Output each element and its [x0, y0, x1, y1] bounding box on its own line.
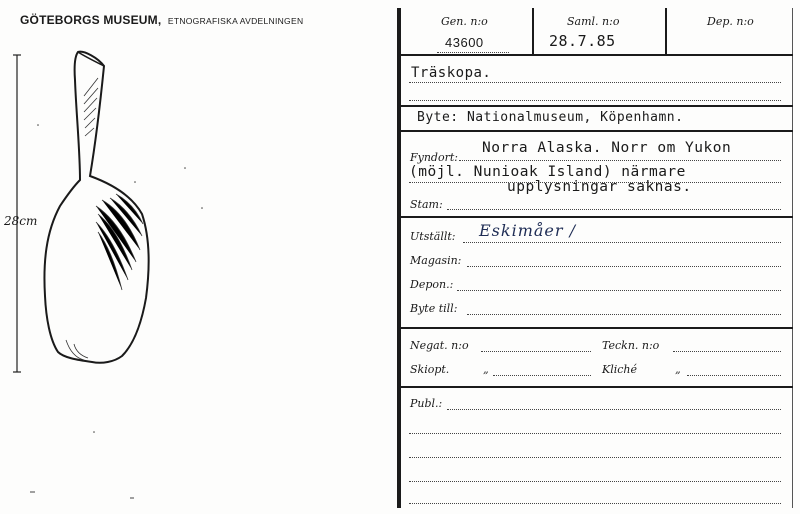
fyndort-label: Fyndort: [410, 151, 458, 164]
skiopt-rule [493, 375, 591, 376]
depon-rule [457, 290, 781, 291]
utstallt-value: Eskimåer / [479, 221, 577, 240]
negat-label: Negat. n:o [410, 339, 469, 352]
museum-header [20, 11, 303, 29]
fyndort-rule-1 [459, 160, 781, 161]
object-name: Träskopa. [411, 65, 492, 81]
form-right-border [792, 8, 793, 508]
gen-number-line [437, 52, 509, 53]
publ-rule-2 [409, 433, 781, 434]
gen-number-label: Gen. n:o [441, 15, 488, 28]
stam-label: Stam: [410, 198, 443, 211]
rule-top [399, 54, 793, 56]
kliche-label: Kliché [602, 363, 638, 376]
publ-rule-3 [409, 457, 781, 458]
saml-number-value: 28.7.85 [549, 32, 616, 50]
fyndort-line-1: Norra Alaska. Norr om Yukon [482, 140, 732, 156]
skiopt-ditto: „ [483, 363, 489, 376]
byte-till-rule [467, 314, 781, 315]
rule-fyndort [399, 216, 793, 218]
rule-storage [399, 327, 793, 329]
kliche-rule [687, 375, 781, 376]
department-name: ETNOGRAFISKA AVDELNINGEN [167, 16, 304, 26]
publ-rule-4 [409, 481, 781, 482]
teckn-rule [673, 351, 781, 352]
catalog-form [397, 8, 793, 508]
rule-object [399, 105, 793, 107]
object-name-line-2 [409, 100, 781, 101]
utstallt-rule [463, 242, 781, 243]
divider-gen-saml [532, 8, 534, 54]
fyndort-line-3: upplysningar saknas. [507, 179, 692, 195]
rule-byte [399, 130, 793, 132]
utstallt-label: Utställt: [410, 230, 456, 243]
magasin-label: Magasin: [410, 254, 462, 267]
scoop-tip [78, 52, 104, 66]
skiopt-label: Skiopt. [410, 363, 450, 376]
object-name-line [409, 82, 781, 83]
gen-number-value: 43600 [445, 35, 484, 50]
fyndort-line-2: (möjl. Nunioak Island) närmare [409, 164, 686, 180]
museum-name: GÖTEBORGS MUSEUM, [20, 13, 162, 27]
magasin-rule [467, 266, 781, 267]
negat-rule [481, 351, 591, 352]
teckn-label: Teckn. n:o [602, 339, 660, 352]
saml-number-label: Saml. n:o [567, 15, 620, 28]
size-note: 28cm [4, 214, 38, 228]
handle-hatching [84, 78, 98, 136]
divider-saml-dep [665, 8, 667, 54]
byte-till-label: Byte till: [410, 302, 458, 315]
form-left-border [397, 8, 401, 508]
publ-label: Publ.: [410, 397, 443, 410]
stam-rule [447, 209, 781, 210]
byte-source: Byte: Nationalmuseum, Köpenhamn. [417, 110, 684, 125]
bowl-hatching [96, 194, 143, 290]
publ-rule-1 [447, 409, 781, 410]
depon-label: Depon.: [410, 278, 454, 291]
rule-images [399, 386, 793, 388]
scoop-drawing [0, 40, 300, 500]
publ-rule-5 [409, 503, 781, 504]
kliche-ditto: „ [675, 363, 681, 376]
dep-number-label: Dep. n:o [707, 15, 754, 28]
